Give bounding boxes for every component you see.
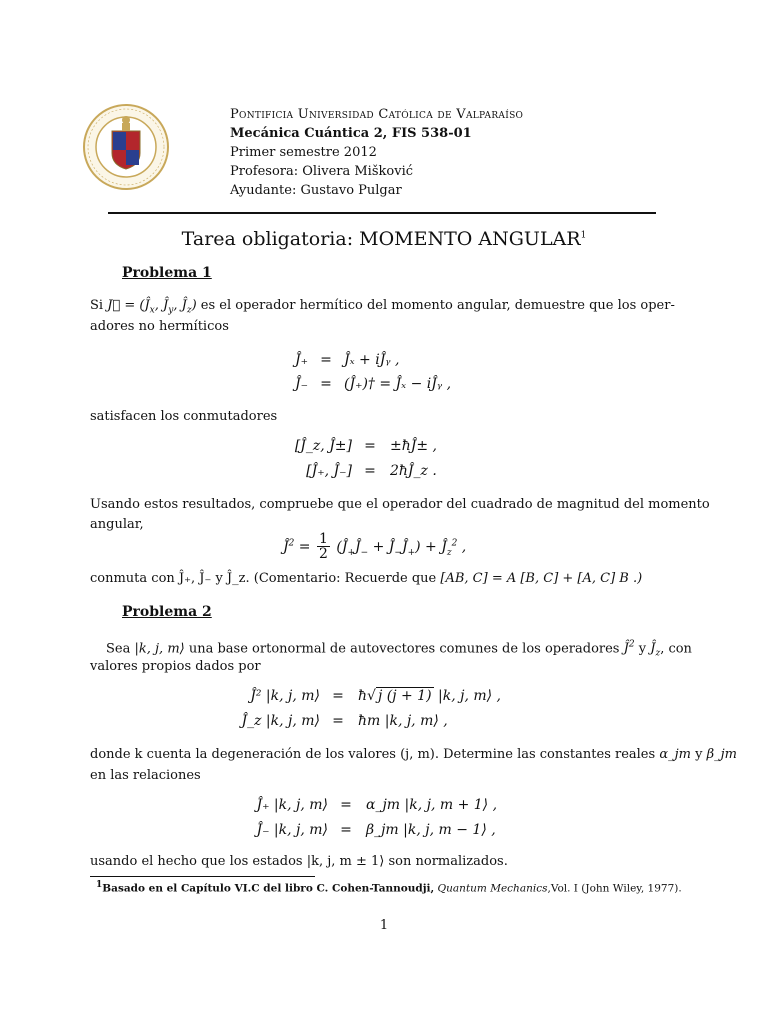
problem-2-heading: Problema 2 bbox=[122, 604, 212, 620]
assistant: Ayudante: Gustavo Pulgar bbox=[230, 183, 402, 198]
problem-1-heading: Problema 1 bbox=[122, 265, 212, 281]
course-title: Mecánica Cuántica 2, FIS 538-01 bbox=[230, 126, 472, 141]
p1-text: es el operador hermítico del momento angular, demuestre que los oper- bbox=[200, 298, 675, 313]
problem-2-paragraph-2: valores propios dados por bbox=[90, 659, 261, 674]
problem-1-paragraph-1b: adores no hermíticos bbox=[90, 319, 229, 334]
footnote: $^1$Basado en el Capítulo VI.C del libro C. Cohen-Tannoudji, Quantum Mechanics,Vol. I (John Wiley, 1977). bbox=[96, 880, 682, 895]
problem-1-paragraph-2: satisfacen los conmutadores bbox=[90, 409, 278, 424]
problem-2-paragraph-1: Sea |k, j, m⟩ una base ortonormal de autovectores comunes de los operadores $Ĵ^2$ y $Ĵ_z$, con bbox=[106, 640, 692, 659]
problem-1-paragraph-3: Usando estos resultados, compruebe que el operador del cuadrado de magnitud del momento bbox=[90, 497, 710, 512]
footnote-rule bbox=[90, 876, 315, 877]
title-text: Tarea obligatoria: MOMENTO ANGULAR bbox=[181, 228, 581, 250]
equation-j-squared: $Ĵ^2$ = $\frac{1}{2}$ ($Ĵ_+Ĵ_-$ + $Ĵ_-Ĵ_+$) + $Ĵ_z^2$ , bbox=[283, 531, 467, 562]
title-footnote-mark: 1 bbox=[580, 230, 587, 241]
semester: Primer semestre 2012 bbox=[230, 145, 377, 160]
page-title bbox=[0, 228, 768, 250]
problem-1-paragraph-4: conmuta con Ĵ₊, Ĵ₋ y Ĵ_z. (Comentario: Recuerde que [AB, C] = A [B, C] + [A, C] B .) bbox=[90, 571, 643, 586]
problem-1-paragraph-3b: angular, bbox=[90, 517, 144, 532]
university-seal bbox=[82, 103, 170, 191]
problem-2-paragraph-4: en las relaciones bbox=[90, 768, 201, 783]
university-name: Pontificia Universidad Católica de Valparaíso bbox=[230, 107, 524, 122]
professor: Profesora: Olivera Mišković bbox=[230, 164, 414, 179]
header-rule bbox=[108, 212, 656, 214]
p1-si: Si bbox=[90, 298, 104, 313]
problem-1-paragraph-1 bbox=[90, 297, 675, 320]
j-vector: J⃗ = ($Ĵ_x$, $Ĵ_y$, $Ĵ_z$) bbox=[107, 298, 197, 316]
problem-2-paragraph-3: donde k cuenta la degeneración de los valores (j, m). Determine las constantes reales α_jm y β_jm bbox=[90, 747, 737, 762]
problem-2-paragraph-5: usando el hecho que los estados |k, j, m ± 1⟩ son normalizados. bbox=[90, 854, 508, 869]
page-number: 1 bbox=[379, 918, 389, 933]
